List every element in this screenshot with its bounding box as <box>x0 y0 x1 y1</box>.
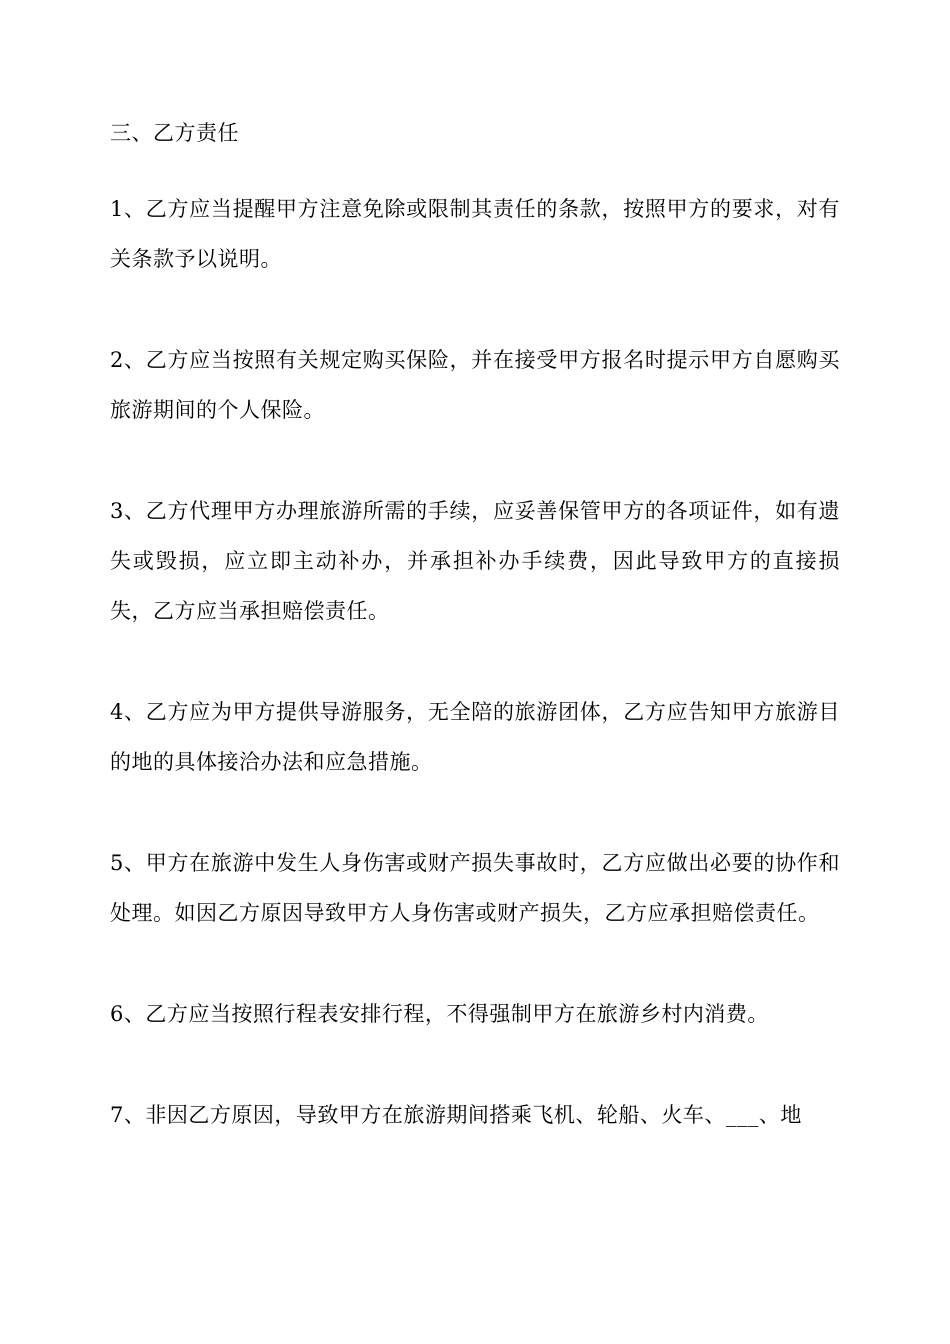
clause-5: 5、甲方在旅游中发生人身伤害或财产损失事故时，乙方应做出必要的协作和处理。如因乙方原因导致甲方人身伤害或财产损失，乙方应承担赔偿责任。 <box>110 851 840 925</box>
section-heading: 三、乙方责任 <box>110 121 239 145</box>
clause-4: 4、乙方应为甲方提供导游服务，无全陪的旅游团体，乙方应告知甲方旅游目的地的具体接洽办法和应急措施。 <box>110 700 840 774</box>
clause-6: 6、乙方应当按照行程表安排行程，不得强制甲方在旅游乡村内消费。 <box>110 1002 769 1026</box>
clause-2: 2、乙方应当按照有关规定购买保险，并在接受甲方报名时提示甲方自愿购买旅游期间的个人保险。 <box>110 348 840 422</box>
clause-3: 3、乙方代理甲方办理旅游所需的手续，应妥善保管甲方的各项证件，如有遗失或毁损，应立即主动补办，并承担补办手续费，因此导致甲方的直接损失，乙方应当承担赔偿责任。 <box>110 499 840 623</box>
document-body <box>110 108 840 1191</box>
clause-1: 1、乙方应当提醒甲方注意免除或限制其责任的条款，按照甲方的要求，对有关条款予以说明。 <box>110 197 840 271</box>
clause-7: 7、非因乙方原因，导致甲方在旅游期间搭乘飞机、轮船、火车、___、地 <box>110 1103 802 1127</box>
